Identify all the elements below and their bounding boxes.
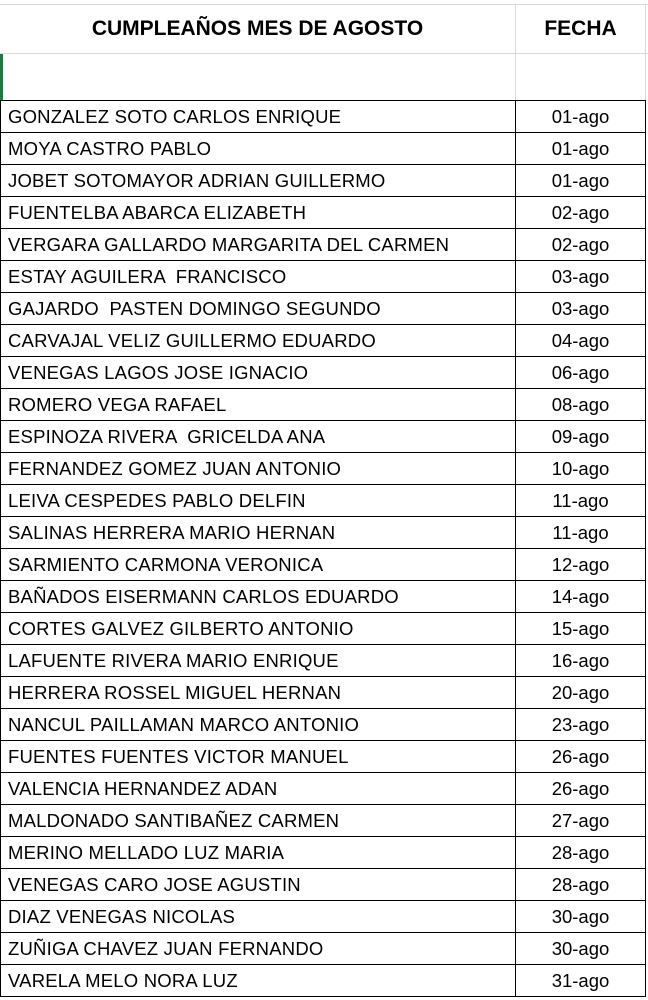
date-cell[interactable]: 03-ago <box>516 261 646 292</box>
date-cell[interactable]: 12-ago <box>516 549 646 580</box>
table-row <box>0 165 646 197</box>
table-row <box>0 677 646 709</box>
name-cell[interactable]: BAÑADOS EISERMANN CARLOS EDUARDO <box>0 581 516 612</box>
name-cell[interactable]: GAJARDO PASTEN DOMINGO SEGUNDO <box>0 293 516 324</box>
name-cell[interactable]: VENEGAS CARO JOSE AGUSTIN <box>0 869 516 900</box>
date-cell[interactable]: 27-ago <box>516 805 646 836</box>
name-cell[interactable]: CARVAJAL VELIZ GUILLERMO EDUARDO <box>0 325 516 356</box>
name-cell[interactable]: ROMERO VEGA RAFAEL <box>0 389 516 420</box>
date-cell[interactable]: 01-ago <box>516 165 646 196</box>
date-cell[interactable]: 01-ago <box>516 133 646 164</box>
date-cell[interactable]: 03-ago <box>516 293 646 324</box>
date-cell[interactable]: 15-ago <box>516 613 646 644</box>
date-cell[interactable]: 06-ago <box>516 357 646 388</box>
name-cell[interactable]: FUENTELBA ABARCA ELIZABETH <box>0 197 516 228</box>
name-cell[interactable]: VALENCIA HERNANDEZ ADAN <box>0 773 516 804</box>
name-cell[interactable]: HERRERA ROSSEL MIGUEL HERNAN <box>0 677 516 708</box>
date-cell[interactable]: 10-ago <box>516 453 646 484</box>
date-cell[interactable]: 09-ago <box>516 421 646 452</box>
date-cell[interactable]: 11-ago <box>516 485 646 516</box>
table-row <box>0 517 646 549</box>
header-date-label: FECHA <box>544 17 617 40</box>
header-name-label: CUMPLEAÑOS MES DE AGOSTO <box>91 17 424 40</box>
date-cell[interactable]: 14-ago <box>516 581 646 612</box>
date-cell[interactable]: 28-ago <box>516 837 646 868</box>
table-row <box>0 773 646 805</box>
table-row <box>0 485 646 517</box>
table-row <box>0 837 646 869</box>
name-cell[interactable]: VARELA MELO NORA LUZ <box>0 965 516 996</box>
header-cell-date[interactable] <box>516 5 646 53</box>
date-cell[interactable]: 08-ago <box>516 389 646 420</box>
name-cell[interactable]: ZUÑIGA CHAVEZ JUAN FERNANDO <box>0 933 516 964</box>
date-cell[interactable]: 30-ago <box>516 933 646 964</box>
date-cell[interactable]: 02-ago <box>516 229 646 260</box>
name-cell[interactable]: JOBET SOTOMAYOR ADRIAN GUILLERMO <box>0 165 516 196</box>
name-cell[interactable]: VERGARA GALLARDO MARGARITA DEL CARMEN <box>0 229 516 260</box>
date-cell[interactable]: 23-ago <box>516 709 646 740</box>
header-row <box>0 5 648 53</box>
table-row <box>0 581 646 613</box>
date-cell[interactable]: 26-ago <box>516 741 646 772</box>
table-row <box>0 741 646 773</box>
name-cell[interactable]: ESPINOZA RIVERA GRICELDA ANA <box>0 421 516 452</box>
table-row <box>0 197 646 229</box>
date-cell[interactable]: 11-ago <box>516 517 646 548</box>
header-cell-name[interactable] <box>0 5 516 53</box>
name-cell[interactable]: GONZALEZ SOTO CARLOS ENRIQUE <box>0 101 516 132</box>
date-cell[interactable]: 31-ago <box>516 965 646 996</box>
name-cell[interactable]: VENEGAS LAGOS JOSE IGNACIO <box>0 357 516 388</box>
name-cell[interactable]: MOYA CASTRO PABLO <box>0 133 516 164</box>
table-row <box>0 933 646 965</box>
table-row <box>0 453 646 485</box>
birthday-table <box>0 100 646 997</box>
date-cell[interactable]: 04-ago <box>516 325 646 356</box>
table-row <box>0 325 646 357</box>
name-cell[interactable]: FERNANDEZ GOMEZ JUAN ANTONIO <box>0 453 516 484</box>
date-cell[interactable]: 28-ago <box>516 869 646 900</box>
table-row <box>0 965 646 997</box>
blank-cell-date[interactable] <box>516 54 646 101</box>
table-row <box>0 261 646 293</box>
date-cell[interactable]: 26-ago <box>516 773 646 804</box>
table-row <box>0 901 646 933</box>
table-row <box>0 869 646 901</box>
blank-cell-name[interactable] <box>0 54 516 101</box>
table-row <box>0 133 646 165</box>
name-cell[interactable]: LAFUENTE RIVERA MARIO ENRIQUE <box>0 645 516 676</box>
table-row <box>0 805 646 837</box>
table-row <box>0 645 646 677</box>
date-cell[interactable]: 30-ago <box>516 901 646 932</box>
name-cell[interactable]: CORTES GALVEZ GILBERTO ANTONIO <box>0 613 516 644</box>
name-cell[interactable]: ESTAY AGUILERA FRANCISCO <box>0 261 516 292</box>
table-row <box>0 421 646 453</box>
date-cell[interactable]: 20-ago <box>516 677 646 708</box>
name-cell[interactable]: DIAZ VENEGAS NICOLAS <box>0 901 516 932</box>
name-cell[interactable]: SALINAS HERRERA MARIO HERNAN <box>0 517 516 548</box>
date-cell[interactable]: 16-ago <box>516 645 646 676</box>
name-cell[interactable]: FUENTES FUENTES VICTOR MANUEL <box>0 741 516 772</box>
name-cell[interactable]: LEIVA CESPEDES PABLO DELFIN <box>0 485 516 516</box>
blank-row <box>0 53 648 101</box>
name-cell[interactable]: MALDONADO SANTIBAÑEZ CARMEN <box>0 805 516 836</box>
date-cell[interactable]: 01-ago <box>516 101 646 132</box>
name-cell[interactable]: SARMIENTO CARMONA VERONICA <box>0 549 516 580</box>
name-cell[interactable]: MERINO MELLADO LUZ MARIA <box>0 837 516 868</box>
table-row <box>0 357 646 389</box>
active-cell-indicator <box>0 54 3 100</box>
table-row <box>0 389 646 421</box>
table-row <box>0 613 646 645</box>
table-row <box>0 101 646 133</box>
table-row <box>0 293 646 325</box>
table-row <box>0 709 646 741</box>
table-row <box>0 549 646 581</box>
name-cell[interactable]: NANCUL PAILLAMAN MARCO ANTONIO <box>0 709 516 740</box>
table-row <box>0 229 646 261</box>
date-cell[interactable]: 02-ago <box>516 197 646 228</box>
